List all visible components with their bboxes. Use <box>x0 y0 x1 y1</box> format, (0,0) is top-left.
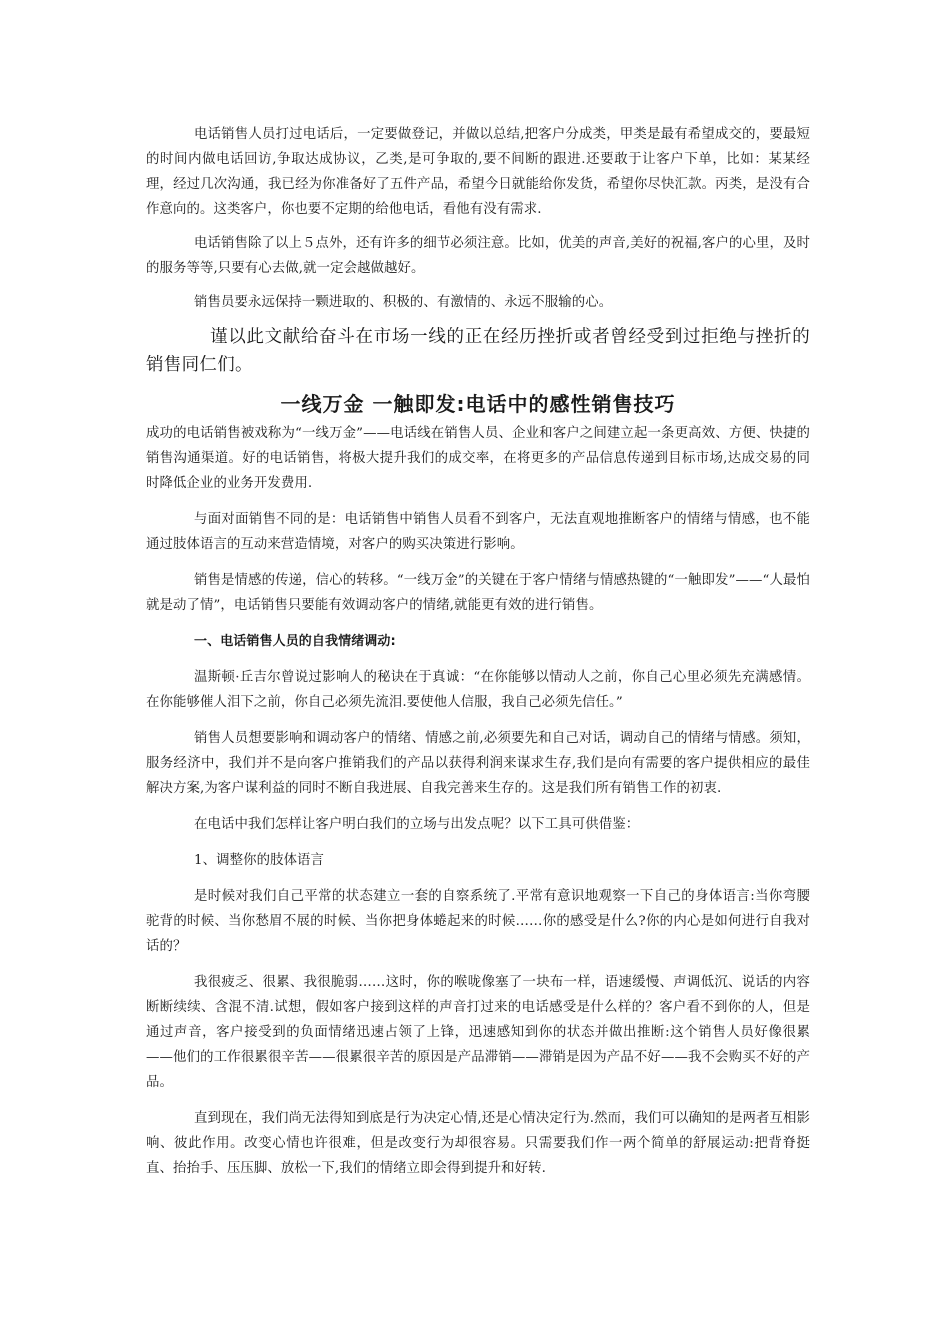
paragraph-intro: 成功的电话销售被戏称为“一线万金”——电话线在销售人员、企业和客户之间建立起一条更高效、方便、快捷的销售沟通渠道。好的电话销售，将极大提升我们的成交率，在将更多的产品信息传递到目标市场,达成交易的同时降低企业的业务开发费用. <box>146 426 810 491</box>
item-heading-body-language: 1、调整你的肢体语言 <box>194 853 325 868</box>
paragraph-churchill-quote: 温斯顿·丘吉尔曾说过影响人的秘诀在于真诚：“在你能够以情动人之前，你自己心里必须先充满感情。在你能够催人泪下之前，你自己必须先流泪.要使他人信服，我自己必须先信任。” <box>146 670 810 710</box>
paragraph-behavior-mood: 直到现在，我们尚无法得知到底是行为决定心情,还是心情决定行为.然而，我们可以确知的是两者互相影响、彼此作用。改变心情也许很难，但是改变行为却很容易。只需要我们作一两个简单的舒展运动:把背脊挺直、抬抬手、压压脚、放松一下,我们的情绪立即会得到提升和好转. <box>146 1111 810 1176</box>
paragraph-tired-voice: 我很疲乏、很累、我很脆弱……这时，你的喉咙像塞了一块布一样，语速缓慢、声调低沉、说话的内容断断续续、含混不清.试想，假如客户接到这样的声音打过来的电话感受是什么样的？客户看不到你的人，但是通过声音，客户接受到的负面情绪迅速占领了上锋，迅速感知到你的状态并做出推断:这个销售人员好像很累——他们的工作很累很辛苦——很累很辛苦的原因是产品滞销——滞销是因为产品不好——我不会购买不好的产品。 <box>146 975 810 1090</box>
paragraph-customer-classification: 电话销售人员打过电话后，一定要做登记，并做以总结,把客户分成类，甲类是最有希望成交的，要最短的时间内做电话回访,争取达成协议，乙类,是可争取的,要不间断的跟进.还要敢于让客户下单，比如：某某经理，经过几次沟通，我已经为你准备好了五件产品，希望今日就能给你发货，希望你尽快汇款。丙类，是没有合作意向的。这类客户，你也要不定期的给他电话，看他有没有需求. <box>146 127 810 217</box>
section-heading: 一、电话销售人员的自我情绪调动: <box>194 634 396 649</box>
paragraph-tools: 在电话中我们怎样让客户明白我们的立场与出发点呢？以下工具可供借鉴： <box>194 817 640 832</box>
article-title: 一线万金 一触即发:电话中的感性销售技巧 <box>280 392 676 416</box>
paragraph-body-language: 是时候对我们自己平常的状态建立一套的自察系统了.平常有意识地观察一下自己的身体语言:当你弯腰驼背的时候、当你愁眉不展的时候、当你把身体蜷起来的时候……你的感受是什么?你的内心是如何进行自我对话的？ <box>146 889 810 954</box>
paragraph-face-to-face: 与面对面销售不同的是：电话销售中销售人员看不到客户，无法直观地推断客户的情绪与情感，也不能通过肢体语言的互动来营造情境，对客户的购买决策进行影响。 <box>146 512 810 552</box>
dedication: 谨以此文献给奋斗在市场一线的正在经历挫折或者曾经受到过拒绝与挫折的销售同仁们。 <box>146 327 810 375</box>
paragraph-influence: 销售人员想要影响和调动客户的情绪、情感之前,必须要先和自己对话，调动自己的情绪与情感。须知，服务经济中，我们并不是向客户推销我们的产品以获得利润来谋求生存,我们是向有需要的客户提供相应的最佳解决方案,为客户谋利益的同时不断自我进展、自我完善来生存的。这是我们所有销售工作的初衷. <box>146 731 810 796</box>
paragraph-attitude: 销售员要永远保持一颗进取的、积极的、有激情的、永远不服输的心。 <box>194 295 613 310</box>
paragraph-details: 电话销售除了以上５点外，还有许多的细节必须注意。比如，优美的声音,美好的祝福,客户的心里，及时的服务等等,只要有心去做,就一定会越做越好。 <box>146 236 810 276</box>
document-page <box>146 122 810 1181</box>
paragraph-emotion-transfer: 销售是情感的传递，信心的转移。“一线万金”的关键在于客户情绪与情感热键的“一触即发”——“人最怕就是动了情”，电话销售只要能有效调动客户的情绪,就能更有效的进行销售。 <box>146 573 810 613</box>
